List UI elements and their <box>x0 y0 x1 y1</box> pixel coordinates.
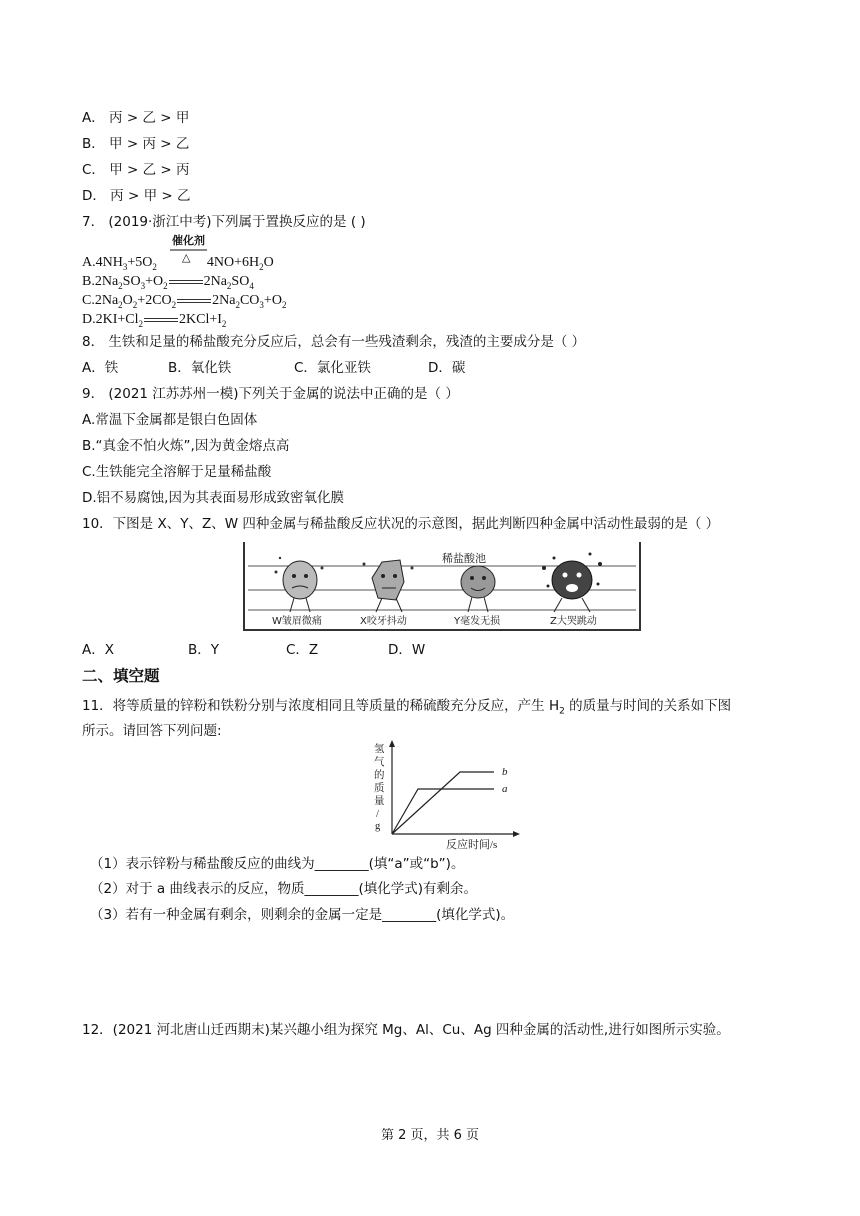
caption-z: Z大哭跳动 <box>550 616 597 627</box>
caption-x: X咬牙抖动 <box>360 616 407 627</box>
svg-text:g: g <box>375 821 381 832</box>
curve-b <box>392 772 494 834</box>
x-axis-label: 反应时间/s <box>446 839 498 850</box>
q11-sub3: （3）若有一种金属有剩余，则剩余的金属一定是________(填化学式)。 <box>90 907 515 923</box>
svg-text:气: 气 <box>374 757 385 768</box>
q10-option-b: B．Y <box>188 642 220 658</box>
q10-option-a: A．X <box>82 642 114 658</box>
q8-option-d: D．碳 <box>428 360 466 376</box>
q7-stem: 7． (2019·浙江中考)下列属于置换反应的是 ( ) <box>82 214 366 230</box>
svg-text:的: 的 <box>374 770 385 781</box>
q8-options <box>82 359 465 377</box>
q7-option-a: $A.4NH_3+5O_2$ $4NO+6H_2O$ <box>82 255 274 272</box>
q10-option-d: D．W <box>388 642 426 658</box>
q8-option-b: B．氧化铁 <box>168 360 232 376</box>
heat-symbol: △ <box>182 251 191 264</box>
metal-w-character <box>275 557 324 612</box>
metal-z-character <box>542 553 602 613</box>
hydrogen-mass-chart <box>366 738 526 850</box>
section-title: 二、填空题 <box>82 667 160 685</box>
q9-option-d: D.铝不易腐蚀,因为其表面易形成致密氧化膜 <box>82 490 344 506</box>
q8-option-c: C．氯化亚铁 <box>294 360 371 376</box>
q10-options <box>82 641 425 659</box>
q9-option-c: C.生铁能完全溶解于足量稀盐酸 <box>82 464 272 480</box>
page-footer: 第 2 页，共 6 页 <box>380 1128 480 1143</box>
curve-a <box>392 789 494 834</box>
q7-option-b: $B.2Na_2SO_3+O_2$ $2Na_2SO_4$ <box>82 274 254 291</box>
curve-label-b: b <box>502 766 508 778</box>
q9-stem: 9． (2021 江苏苏州一模)下列关于金属的说法中正确的是（ ） <box>82 386 459 402</box>
q7-option-c: $C.2Na_2O_2+2CO_2$ $2Na_2CO_3+O_2$ <box>82 293 287 310</box>
pool-label: 稀盐酸池 <box>442 552 486 565</box>
q6-option-a: A． 丙 > 乙 > 甲 <box>82 110 190 126</box>
q8-option-a: A．铁 <box>82 360 119 376</box>
svg-text:/: / <box>376 809 379 820</box>
metal-y-character <box>461 566 495 612</box>
metal-x-character <box>363 560 414 612</box>
y-axis-label <box>374 742 385 832</box>
catalyst-label: 催化剂 <box>170 232 207 251</box>
curve-label-a: a <box>502 783 508 795</box>
q7-option-d: $D.2KI+Cl_2$ $2KCl+I_2$ <box>82 312 227 329</box>
svg-text:量: 量 <box>374 796 385 807</box>
q11-sub1: （1）表示锌粉与稀盐酸反应的曲线为________(填“a”或“b”)。 <box>90 856 465 872</box>
q9-option-a: A.常温下金属都是银白色固体 <box>82 412 258 428</box>
q6-option-b: B． 甲 > 丙 > 乙 <box>82 136 190 152</box>
q12-stem: 12．(2021 河北唐山迁西期末)某兴趣小组为探究 Mg、Al、Cu、Ag 四种金属的活动性,进行如图所示实验。 <box>82 1022 730 1038</box>
q8-stem: 8． 生铁和足量的稀盐酸充分反应后，总会有一些残渣剩余，残渣的主要成分是（ ） <box>82 334 586 350</box>
caption-y: Y毫发无损 <box>454 616 501 627</box>
metal-reaction-figure <box>242 538 644 634</box>
svg-text:质: 质 <box>374 783 385 794</box>
q10-option-c: C．Z <box>286 642 319 658</box>
q11-sub2: （2）对于 a 曲线表示的反应，物质________(填化学式)有剩余。 <box>90 881 477 897</box>
caption-w: W皱眉微痛 <box>272 616 322 627</box>
q9-option-b: B.“真金不怕火炼”,因为黄金熔点高 <box>82 438 290 454</box>
svg-text:氢: 氢 <box>374 744 385 755</box>
q11-stem-line2: 所示。请回答下列问题: <box>82 723 222 739</box>
q11-stem-line1: 11．将等质量的锌粉和铁粉分别与浓度相同且等质量的稀硫酸充分反应，产生 $H_2$ 的质量与时间的关系如下图 <box>82 698 732 717</box>
q6-option-d: D． 丙 > 甲 > 乙 <box>82 188 191 204</box>
q10-stem: 10．下图是 X、Y、Z、W 四种金属与稀盐酸反应状况的示意图，据此判断四种金属中活动性最弱的是（ ） <box>82 516 720 532</box>
q6-option-c: C． 甲 > 乙 > 丙 <box>82 162 190 178</box>
